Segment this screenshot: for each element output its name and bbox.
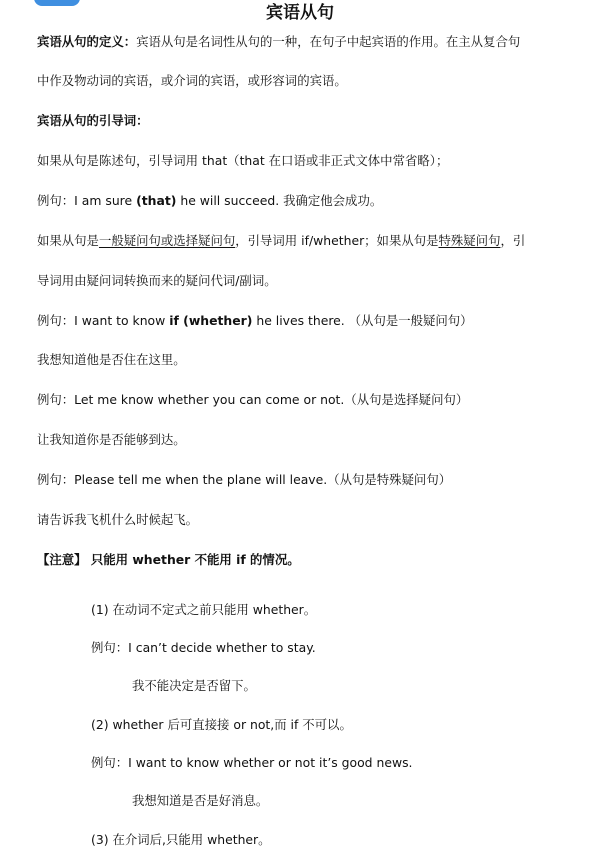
translation-4: 请告诉我飞机什么时候起飞。 (37, 512, 199, 527)
paragraph-question-cont: 导词用由疑问词转换而来的疑问代词/副词。 (37, 273, 277, 288)
example-1 (37, 191, 382, 211)
definition-label: 宾语从句的定义： (37, 34, 137, 49)
note-2-translation: 我想知道是否是好消息。 (132, 793, 269, 808)
paragraph-question-c: ，引 (500, 233, 526, 248)
example-3: 例句：Let me know whether you can come or not.（从句是选择疑问句） (37, 392, 469, 407)
page-title: 宾语从句 (266, 3, 334, 23)
intro-heading: 宾语从句的引导词： (37, 113, 149, 128)
example-1-bold: (that) (136, 193, 177, 208)
definition-line-2: 中作及物动词的宾语，或介词的宾语，或形容词的宾语。 (37, 73, 347, 88)
example-4: 例句：Please tell me when the plane will leave.（从句是特殊疑问句） (37, 472, 452, 487)
example-2-prefix: 例句：I want to know (37, 313, 170, 328)
underlined-general-question: 一般疑问句或选择疑问句 (98, 233, 236, 248)
example-2-suffix: he lives there. （从句是一般疑问句） (252, 313, 473, 328)
underlined-special-question: 特殊疑问句 (438, 233, 501, 248)
note-2: (2) whether 后可直接接 or not,而 if 不可以。 (91, 717, 352, 732)
translation-3: 让我知道你是否能够到达。 (37, 432, 186, 447)
note-1-translation: 我不能决定是否留下。 (132, 678, 256, 693)
paragraph-question-b: ，引导词用 if/whether；如果从句是 (235, 233, 439, 248)
paragraph-question-a: 如果从句是 (37, 233, 99, 248)
paragraph-question (37, 231, 525, 251)
note-3: (3) 在介词后,只能用 whether。 (91, 832, 271, 847)
example-1-suffix: he will succeed. 我确定他会成功。 (176, 193, 383, 208)
translation-2: 我想知道他是否住在这里。 (37, 352, 186, 367)
note-heading: 【注意】 只能用 whether 不能用 if 的情况。 (37, 552, 300, 567)
note-1: (1) 在动词不定式之前只能用 whether。 (91, 602, 317, 617)
example-1-prefix: 例句：I am sure (37, 193, 137, 208)
paragraph-statement: 如果从句是陈述句，引导词用 that（that 在口语或非正式文体中常省略）； (37, 153, 449, 168)
example-2 (37, 311, 473, 331)
note-1-example: 例句：I can’t decide whether to stay. (91, 640, 316, 655)
definition-line-1 (37, 32, 520, 52)
definition-text: 宾语从句是名词性从句的一种，在句子中起宾语的作用。在主从复合句 (136, 34, 521, 49)
example-2-bold: if (whether) (169, 313, 253, 328)
note-2-example: 例句：I want to know whether or not it’s good news. (91, 755, 413, 770)
